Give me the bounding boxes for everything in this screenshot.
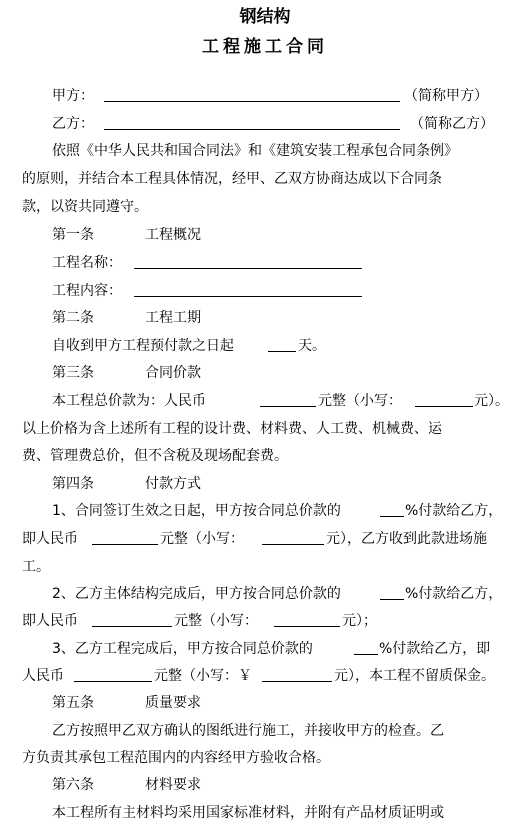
payment-3-line2-post: 元），本工程不留质保金。 bbox=[334, 668, 495, 684]
party-b-note: （简称乙方） bbox=[410, 116, 494, 132]
intro-line-2: 的原则，并结合本工程具体情况，经甲、乙双方协商达成以下合同条 bbox=[22, 171, 442, 187]
article-4-title: 付款方式 bbox=[145, 476, 201, 492]
payment-1-line2-mid: 元整（小写： bbox=[160, 531, 244, 547]
quality-line-2: 方负责其承包工程范围内的内容经甲方验收合格。 bbox=[22, 750, 330, 766]
payment-1-post: %付款给乙方， bbox=[405, 503, 503, 519]
article-1-title: 工程概况 bbox=[145, 227, 201, 243]
duration-days-blank[interactable] bbox=[268, 337, 296, 352]
doc-title-main: 钢结构 bbox=[239, 7, 291, 27]
party-a-note: （简称甲方） bbox=[404, 88, 488, 104]
article-2-number: 第二条 bbox=[52, 310, 94, 326]
duration-text-pre: 自收到甲方工程预付款之日起 bbox=[52, 338, 234, 354]
payment-1-percent-blank[interactable] bbox=[380, 502, 404, 517]
party-a-label: 甲方： bbox=[52, 88, 94, 104]
party-b-blank[interactable] bbox=[104, 115, 400, 130]
intro-line-3: 款，以资共同遵守。 bbox=[22, 199, 148, 215]
payment-1-pre: 1、合同签订生效之日起，甲方按合同总价款的 bbox=[52, 503, 341, 519]
payment-1-line2-post: 元），乙方收到此款进场施 bbox=[326, 531, 487, 547]
article-5-title: 质量要求 bbox=[145, 695, 201, 711]
party-a-blank[interactable] bbox=[104, 87, 400, 102]
payment-3-pre: 3、乙方工程完成后，甲方按合同总价款的 bbox=[52, 641, 313, 657]
payment-3-line2-mid: 元整（小写：￥ bbox=[154, 668, 252, 684]
price-figure-blank[interactable] bbox=[415, 392, 473, 407]
payment-1-figure-blank[interactable] bbox=[262, 530, 324, 545]
article-1-number: 第一条 bbox=[52, 227, 94, 243]
payment-2-post: %付款给乙方， bbox=[405, 586, 503, 602]
payment-3-figure-blank[interactable] bbox=[262, 667, 332, 682]
intro-line-1: 依照《中华人民共和国合同法》和《建筑安装工程承包合同条例》 bbox=[52, 143, 458, 159]
price-text-mid: 元整（小写： bbox=[318, 393, 402, 409]
party-b-label: 乙方： bbox=[52, 116, 94, 132]
article-2-title: 工程工期 bbox=[145, 310, 201, 326]
article-6-title: 材料要求 bbox=[145, 777, 201, 793]
payment-2-amount-blank[interactable] bbox=[92, 612, 172, 627]
payment-2-line2-pre: 即人民币 bbox=[22, 613, 78, 629]
price-line-2: 以上价格为含上述所有工程的设计费、材料费、人工费、机械费、运 bbox=[22, 421, 442, 437]
payment-2-line2-mid: 元整（小写： bbox=[174, 613, 258, 629]
price-text-pre: 本工程总价款为：人民币 bbox=[52, 393, 206, 409]
payment-2-pre: 2、乙方主体结构完成后，甲方按合同总价款的 bbox=[52, 586, 341, 602]
project-content-label: 工程内容： bbox=[52, 283, 122, 299]
material-line-1: 本工程所有主材料均采用国家标准材料，并附有产品材质证明或 bbox=[52, 805, 444, 821]
payment-2-percent-blank[interactable] bbox=[380, 585, 404, 600]
price-line-3: 费、管理费总价，但不含税及现场配套费。 bbox=[22, 448, 288, 464]
payment-3-line2-pre: 人民币 bbox=[22, 668, 64, 684]
article-6-number: 第六条 bbox=[52, 777, 94, 793]
payment-3-percent-blank[interactable] bbox=[354, 640, 378, 655]
article-3-title: 合同价款 bbox=[145, 365, 201, 381]
article-5-number: 第五条 bbox=[52, 695, 94, 711]
project-content-blank[interactable] bbox=[134, 282, 362, 297]
payment-1-line3: 工。 bbox=[22, 559, 50, 575]
payment-3-post: %付款给乙方，即 bbox=[379, 641, 491, 657]
project-name-label: 工程名称： bbox=[52, 255, 122, 271]
article-3-number: 第三条 bbox=[52, 365, 94, 381]
project-name-blank[interactable] bbox=[134, 254, 362, 269]
article-4-number: 第四条 bbox=[52, 476, 94, 492]
quality-line-1: 乙方按照甲乙双方确认的图纸进行施工，并接收甲方的检查。乙 bbox=[52, 723, 444, 739]
payment-1-line2-pre: 即人民币 bbox=[22, 531, 78, 547]
doc-title-sub: 工程施工合同 bbox=[202, 37, 328, 57]
price-amount-blank[interactable] bbox=[260, 392, 316, 407]
duration-text-post: 天。 bbox=[298, 338, 326, 354]
price-text-post: 元）。 bbox=[474, 393, 509, 409]
payment-3-amount-blank[interactable] bbox=[74, 667, 152, 682]
payment-1-amount-blank[interactable] bbox=[92, 530, 158, 545]
payment-2-line2-post: 元）； bbox=[342, 613, 377, 629]
payment-2-figure-blank[interactable] bbox=[274, 612, 340, 627]
